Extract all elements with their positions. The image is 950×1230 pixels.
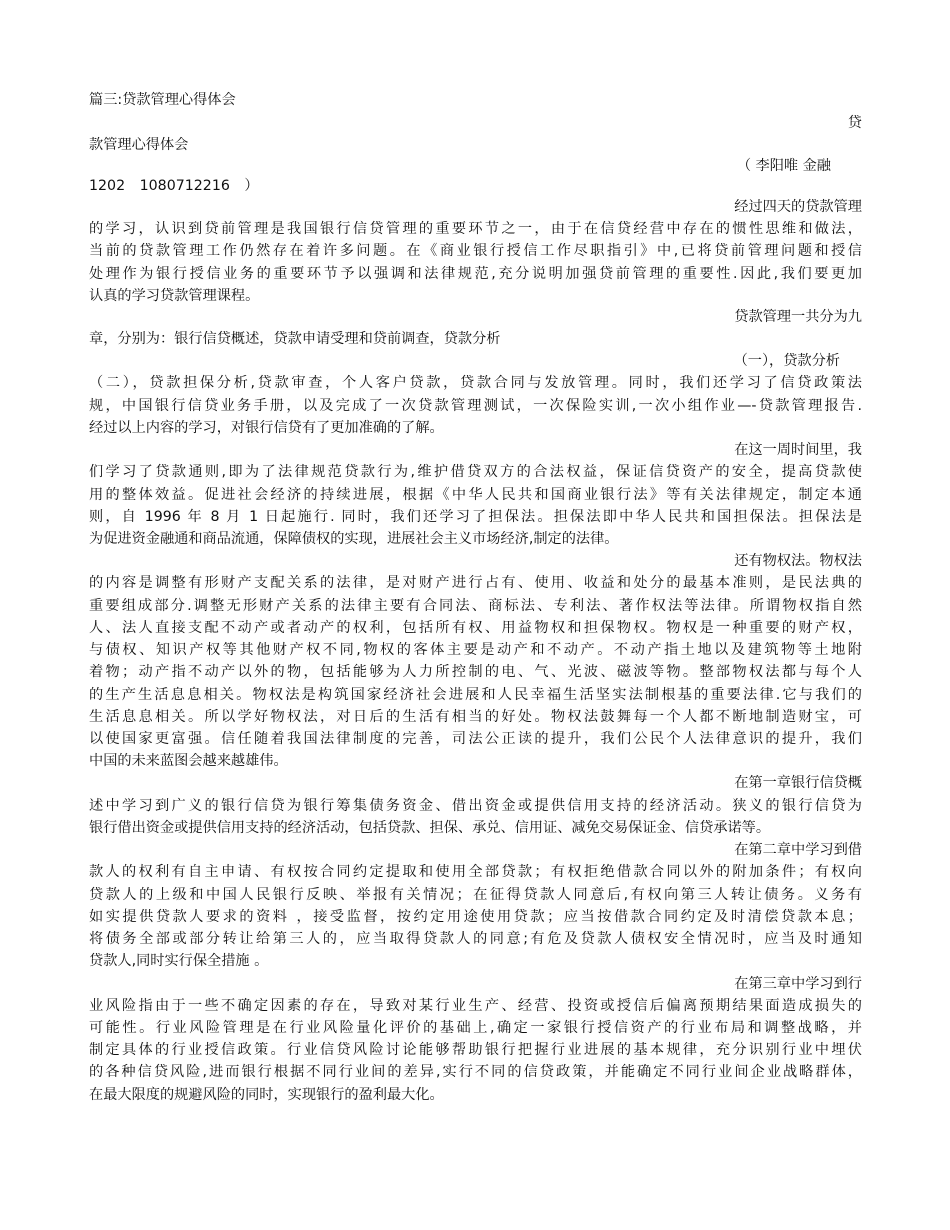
text-line: 款人的权利有自主申请、有权按合同约定提取和使用全部贷款；有权拒绝借款合同以外的附加条件；有权向 <box>89 864 862 880</box>
text-line: 为促进资金融通和商品流通，保障债权的实现，进展社会主义市场经济,制定的法律。 <box>89 531 619 547</box>
document-title: 篇三:贷款管理心得体会 <box>89 92 236 108</box>
text-line: 与债权、知识产权等其他财产权不同,物权的客体主要是动产和不动产。不动产指土地以及建筑物等土地附 <box>89 642 862 658</box>
text-line: 人、法人直接支配不动产或者动产的权利，包括所有权、用益物权和担保物权。物权是一种重要的财产权， <box>89 620 862 636</box>
text-line: 处理作为银行授信业务的重要环节予以强调和法律规范,充分说明加强贷前管理的重要性.因此,我们要更加 <box>89 266 862 282</box>
text-line: 将债务全部或部分转让给第三人的，应当取得贷款人的同意;有危及贷款人债权安全情况时，应当及时通知 <box>89 931 862 947</box>
text-line: 银行借出资金或提供信用支持的经济活动，包括贷款、担保、承兑、信用证、减免交易保证金、信贷承诺等。 <box>89 820 771 836</box>
text-line: 中国的未来蓝图会越来越雄伟。 <box>89 753 288 769</box>
author-line: （ 李阳唯 金融 <box>736 158 831 174</box>
text-line: （二），贷款担保分析,贷款审查，个人客户贷款，贷款合同与发放管理。同时，我们还学习了信贷政策法 <box>89 375 862 391</box>
text-line: 在第二章中学习到借 <box>734 842 862 858</box>
student-id-line: 1202 1080712216 ） <box>89 178 259 194</box>
text-line: 认真的学习贷款管理课程。 <box>89 288 260 304</box>
text-line: 重要组成部分.调整无形财产关系的法律主要有合同法、商标法、专利法、著作权法等法律。所谓物权指自然 <box>89 598 862 614</box>
text-line: 的内容是调整有形财产支配关系的法律，是对财产进行占有、使用、收益和处分的最基本准则，是民法典的 <box>89 575 862 591</box>
text-line: 贷款管理一共分为九 <box>734 309 862 325</box>
text-line: 的学习，认识到贷前管理是我国银行信贷管理的重要环节之一，由于在信贷经营中存在的惯性思维和做法， <box>89 221 862 237</box>
text-line: 着物；动产指不动产以外的物，包括能够为人力所控制的电、气、光波、磁波等物。整部物权法都与每个人 <box>89 664 862 680</box>
text-line: 制定具体的行业授信政策。行业信贷风险讨论能够帮助银行把握行业进展的基本规律，充分识别行业中埋伏 <box>89 1042 862 1058</box>
text-line: 章，分别为：银行信贷概述，贷款申请受理和贷前调查，贷款分析 <box>89 331 501 347</box>
text-line: 贷 <box>847 115 862 131</box>
text-line: 款管理心得体会 <box>89 137 189 153</box>
text-line: 经过以上内容的学习，对银行信贷有了更加准确的了解。 <box>89 420 444 436</box>
text-line: 还有物权法。物权法 <box>734 553 862 569</box>
text-line: 在第一章银行信贷概 <box>734 775 862 791</box>
text-line: 述中学习到广义的银行信贷为银行筹集债务资金、借出资金或提供信用支持的经济活动。狭义的银行信贷为 <box>89 798 862 814</box>
text-line: 在第三章中学习到行 <box>734 976 862 992</box>
text-line: 经过四天的贷款管理 <box>734 199 862 215</box>
text-line: 规，中国银行信贷业务手册，以及完成了一次贷款管理测试，一次保险实训,一次小组作业—-贷款管理报告. <box>89 398 862 414</box>
text-line: 的生产生活息息相关。物权法是构筑国家经济社会进展和人民幸福生活坚实法制根基的重要法律.它与我们的 <box>89 687 862 703</box>
text-line: 贷款人的上级和中国人民银行反映、举报有关情况；在征得贷款人同意后,有权向第三人转让债务。义务有 <box>89 887 862 903</box>
text-line: 以使国家更富强。信任随着我国法律制度的完善，司法公正读的提升，我们公民个人法律意识的提升，我们 <box>89 731 862 747</box>
text-line: 在这一周时间里，我 <box>734 442 862 458</box>
text-line: （一），贷款分析 <box>733 353 840 369</box>
text-line: 业风险指由于一些不确定因素的存在，导致对某行业生产、经营、投资或授信后偏离预期结果面造成损失的 <box>89 998 862 1014</box>
text-line: 可能性。行业风险管理是在行业风险量化评价的基础上,确定一家银行授信资产的行业布局和调整战略，并 <box>89 1020 862 1036</box>
text-line: 在最大限度的规避风险的同时，实现银行的盈利最大化。 <box>89 1087 444 1103</box>
text-line: 用的整体效益。促进社会经济的持续进展，根据《中华人民共和国商业银行法》等有关法律规定，制定本通 <box>89 487 862 503</box>
text-line: 则，自 1996 年 8 月 1 日起施行. 同时，我们还学习了担保法。担保法即中华人民共和国担保法。担保法是 <box>89 509 862 525</box>
text-line: 当前的贷款管理工作仍然存在着许多问题。在《商业银行授信工作尽职指引》中,已将贷前管理问题和授信 <box>89 243 862 259</box>
text-line: 的各种信贷风险,进而银行根据不同行业间的差异,实行不同的信贷政策，并能确定不同行业间企业战略群体， <box>89 1064 862 1080</box>
text-line: 贷款人,同时实行保全措施 。 <box>89 953 269 969</box>
text-line: 如实提供贷款人要求的资料 ，接受监督，按约定用途使用贷款；应当按借款合同约定及时清偿贷款本息； <box>89 909 862 925</box>
text-line: 生活息息相关。所以学好物权法，对日后的生活有相当的好处。物权法鼓舞每一个人都不断地制造财宝，可 <box>89 709 862 725</box>
text-line: 们学习了贷款通则,即为了法律规范贷款行为,维护借贷双方的合法权益，保证信贷资产的安全，提高贷款使 <box>89 464 862 480</box>
